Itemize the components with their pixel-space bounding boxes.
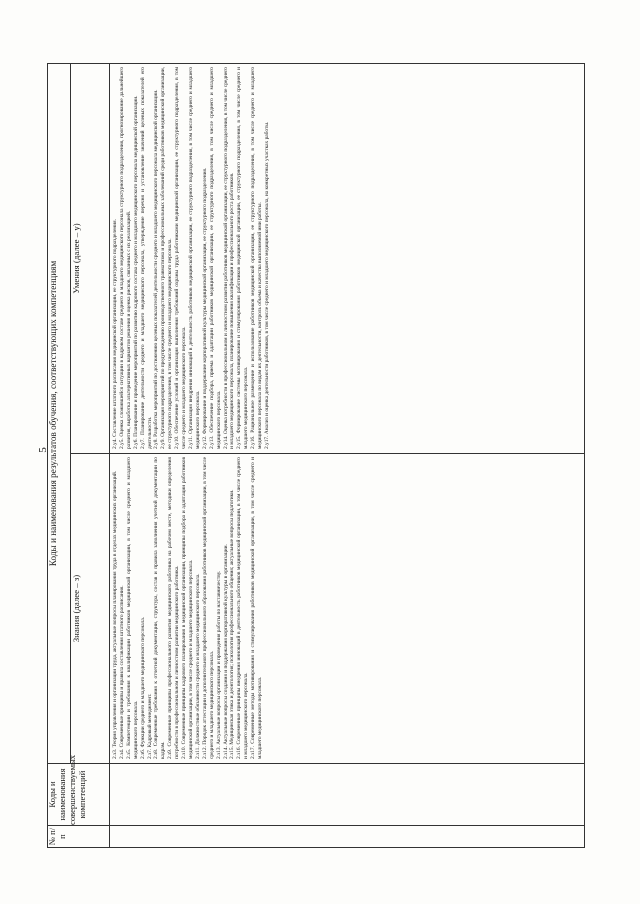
knowledge-item: 2.з8. Современные требования к отчетной документации, структура, состав и правила заполнения учетной документации по кадрам. xyxy=(153,457,167,759)
skill-item: 2.у9. Организация мероприятий по предупреждению производственного травматизма и профессиональных заболеваний среди работников медицинской организации, ее структурного подразделения, в том числе среднего и младшего медицинского персонала. xyxy=(160,66,174,449)
knowledge-item: 2.з7. Кадровый менеджмент. xyxy=(146,693,153,759)
knowledge-list xyxy=(110,454,264,763)
knowledge-item: 2.з14. Актуальные вопросы создания и поддержания корпоративной культуры в организации. xyxy=(222,544,229,759)
knowledge-item: 2.з10. Современные принципы кадрового планирования в медицинской организации, принципы подбора и адаптации работников медицинской организации, в том числе среднего и младшего медицинского персонала. xyxy=(181,457,194,759)
skill-item: 2.у4. Составление штатного расписания медицинской организации, ее структурного подразделения. xyxy=(112,218,118,449)
knowledge-item: 2.з15. Медицинская этика и деонтология; психология профессионального общения; актуальные вопросы педагогики. xyxy=(229,489,236,759)
knowledge-item: 2.з9. Современные принципы профессионального развития медицинского работника на рабочем месте, методики определения потребности в профессиональном и личностном развитии медицинского работника. xyxy=(167,457,181,759)
skills-list xyxy=(110,64,271,453)
knowledge-item: 2.з4. Современные принципы и правила составления штатного расписания. xyxy=(118,585,125,759)
knowledge-item: 2.з5. Компетенции и требования к квалификации работников медицинской организации, в том числе среднего и младшего медицинского персонала. xyxy=(125,457,139,759)
knowledge-item: 2.з12. Порядок аттестации и дополнительного профессионального образования работников медицинской организации, в том числе среднего и младшего медицинского персонала. xyxy=(201,457,215,759)
knowledge-item: 2.з17. Современные методы мотивирования и стимулирования работников медицинской организации, в том числе среднего и младшего медицинского персонала. xyxy=(250,457,264,759)
knowledge-item: 2.з13. Актуальные вопросы организации и проведения работы по наставничеству. xyxy=(215,570,222,759)
skill-item: 2.у8. Разработка мероприятий по достижению целевых показателей деятельности среднего и младшего медицинского персонала медицинской организации. xyxy=(153,89,160,449)
skill-item: 2.у17. Анализ и оценка деятельности работников, в том числе среднего и младшего медицинского персонала, на конкретных участках работы. xyxy=(263,121,270,449)
knowledge-item: 2.з3. Теория управления и организации труда, актуальные вопросы планирования труда в отделах медицинских организаций. xyxy=(112,470,118,759)
header-learning-outcomes: Коды и наименования результатов обучения, соответствующих компетенциям xyxy=(48,63,71,763)
header-competency-codes: Коды и наименования совершенствуемых компетенций xyxy=(48,764,110,826)
cell-number xyxy=(110,826,585,848)
knowledge-item: 2.з11. Должностные обязанности среднего и младшего медицинского персонала. xyxy=(194,573,201,759)
skill-item: 2.у16. Рациональное размещение и использование работников медицинской организации, ее структурного подразделения, в том числе среднего и младшего медицинского персонала по видам их деятельности, контроль объема и качества выполняемой ими работы. xyxy=(250,66,264,449)
cell-competency-codes xyxy=(110,764,585,826)
competency-table xyxy=(47,63,585,848)
skill-item: 2.у11. Организация внедрения инноваций в деятельность работников медицинской организации, ее структурного подразделения, в том числе среднего и младшего медицинского персонала. xyxy=(187,66,201,449)
cell-skills xyxy=(110,63,585,453)
skill-item: 2.у13. Обеспечение подбора, приема и адаптации работников медицинской организации, ее структурного подразделения, в том числе среднего и младшего медицинского персонала. xyxy=(208,66,222,449)
knowledge-item: 2.з6. Функции среднего и младшего медицинского персонала. xyxy=(139,616,146,759)
skill-item: 2.у12. Формирование и поддержание корпоративной культуры медицинской организации, ее структурного подразделения. xyxy=(201,167,208,449)
header-knowledge: Знания (далее – з) xyxy=(71,454,110,764)
skill-item: 2.у7. Планирование деятельности среднего и младшего медицинского персонала, утверждение перечня и установление значений целевых показателей его деятельности. xyxy=(139,66,153,449)
knowledge-item: 2.з16. Современные принципы внедрения инноваций в деятельность работников медицинской организации, в том числе среднего и младшего медицинского персонала. xyxy=(236,457,250,759)
skill-item: 2.у15. Формирование системы мотивирования и стимулирования работников медицинской организации, ее структурного подразделения, в том числе среднего и младшего медицинского персонала. xyxy=(236,66,250,449)
page-number: 5 xyxy=(36,447,49,453)
skill-item: 2.у5. Оценка сложившейся ситуации в кадровом составе среднего и младшего медицинского персонала структурного подразделения, прогнозирование дальнейшего развития, выработка альтернативных вариантов решения и оценка рисков, связанных с их реализацией. xyxy=(118,66,132,449)
header-number: № п/п xyxy=(48,826,110,848)
skill-item: 2.у10. Обеспечение условий и организация выполнения требований охраны труда работниками медицинской организации, ее структурного подразделения, в том числе среднего и младшего медицинского персонала. xyxy=(174,66,188,449)
header-skills: Умения (далее – у) xyxy=(71,63,110,453)
cell-knowledge xyxy=(110,454,585,764)
skill-item: 2.у14. Оценка потребности в профессиональном и личностном развитии работников медицинской организации, ее структурного подразделения, в том числе среднего и младшего медицинского персонала, планирование повышения квалификации и профессионального роста работников. xyxy=(222,66,236,449)
skill-item: 2.у6. Планирование и проведение мероприятий по развитию кадрового состава среднего и младшего медицинского персонала медицинской организации. xyxy=(132,95,139,449)
rotated-table-wrapper xyxy=(47,64,583,848)
